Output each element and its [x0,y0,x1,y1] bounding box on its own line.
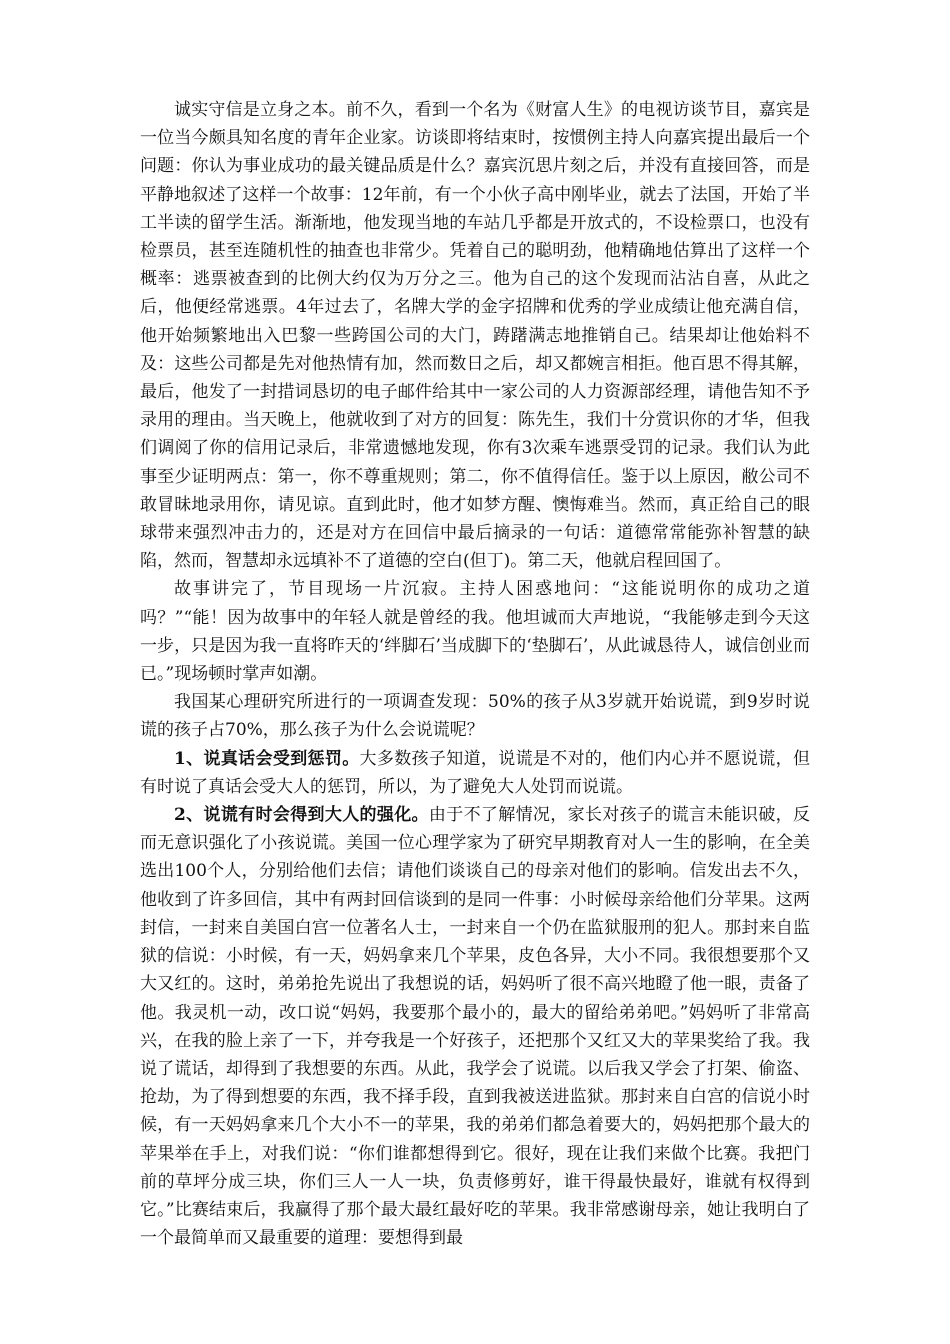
reason-1-heading: 1、说真话会受到惩罚。 [174,748,360,769]
reason-2-text: 由于不了解情况，家长对孩子的谎言未能识破，反而无意识强化了小孩说谎。美国一位心理学家为了研究早期教育对人一生的影响，在全美选出100个人，分别给他们去信；请他们谈谈自己的母亲对他们的影响。信发出去不久，他收到了许多回信，其中有两封回信谈到的是同一件事：小时候母亲给他们分苹果。这两封信，一封来自美国白宫一位著名人士，一封来自一个仍在监狱服刑的犯人。那封来自监狱的信说：小时候，有一天，妈妈拿来几个苹果，皮色各异，大小不同。我很想要那个又大又红的。这时，弟弟抢先说出了我想说的话，妈妈听了很不高兴地瞪了他一眼，责备了他。我灵机一动，改口说“妈妈，我要那个最小的，最大的留给弟弟吧。”妈妈听了非常高兴，在我的脸上亲了一下，并夸我是一个好孩子，还把那个又红又大的苹果奖给了我。我说了谎话，却得到了我想要的东西。从此，我学会了说谎。以后我又学会了打架、偷盗、抢劫，为了得到想要的东西，我不择手段，直到我被送进监狱。那封来自白宫的信说小时候，有一天妈妈拿来几个大小不一的苹果，我的弟弟们都急着要大的，妈妈把那个最大的苹果举在手上，对我们说：“你们谁都想得到它。很好，现在让我们来做个比赛。我把门前的草坪分成三块，你们三人一人一块，负责修剪好，谁干得最快最好，谁就有权得到它。”比赛结束后，我赢得了那个最大最红最好吃的苹果。我非常感谢母亲，她让我明白了一个最简单而又最重要的道理：要想得到最 [140,805,811,1249]
reason-2-heading: 2、说谎有时会得到大人的强化。 [174,805,429,826]
reason-1-text: 大多数孩子知道，说谎是不对的，他们内心并不愿说谎，但有时说了真话会受大人的惩罚，所以，为了避免大人处罚而说谎。 [140,748,810,797]
paragraph-reason-2 [140,801,810,1252]
paragraph-story: 诚实守信是立身之本。前不久，看到一个名为《财富人生》的电视访谈节目，嘉宾是一位当今颇具知名度的青年企业家。访谈即将结束时，按惯例主持人向嘉宾提出最后一个问题：你认为事业成功的最关键品质是什么？嘉宾沉思片刻之后，并没有直接回答，而是平静地叙述了这样一个故事：12年前，有一个小伙子高中刚毕业，就去了法国，开始了半工半读的留学生活。渐渐地，他发现当地的车站几乎都是开放式的，不设检票口，也没有检票员，甚至连随机性的抽查也非常少。凭着自己的聪明劲，他精确地估算出了这样一个概率：逃票被查到的比例大约仅为万分之三。他为自己的这个发现而沾沾自喜，从此之后，他便经常逃票。4年过去了，名牌大学的金字招牌和优秀的学业成绩让他充满自信，他开始频繁地出入巴黎一些跨国公司的大门，踌躇满志地推销自己。结果却让他始料不及：这些公司都是先对他热情有加，然而数日之后，却又都婉言相拒。他百思不得其解，最后，他发了一封措词恳切的电子邮件给其中一家公司的人力资源部经理，请他告知不予录用的理由。当天晚上，他就收到了对方的回复：陈先生，我们十分赏识你的才华，但我们调阅了你的信用记录后，非常遗憾地发现，你有3次乘车逃票受罚的记录。我们认为此事至少证明两点：第一，你不尊重规则；第二，你不值得信任。鉴于以上原因，敝公司不敢冒昧地录用你，请见谅。直到此时，他才如梦方醒、懊悔难当。然而，真正给自己的眼球带来强烈冲击力的，还是对方在回信中最后摘录的一句话：道德常常能弥补智慧的缺陷，然而，智慧却永远填补不了道德的空白(但丁)。第二天，他就启程回国了。 [140,100,810,572]
paragraph-survey: 我国某心理研究所进行的一项调查发现：50%的孩子从3岁就开始说谎，到9岁时说谎的孩子占70%，那么孩子为什么会说谎呢？ [140,692,810,741]
paragraph-reason-1 [140,745,810,801]
paragraph-story-ending: 故事讲完了，节目现场一片沉寂。主持人困惑地问：“这能说明你的成功之道吗？”“能！因为故事中的年轻人就是曾经的我。他坦诚而大声地说，“我能够走到今天这一步，只是因为我一直将昨天的‘绊脚石’当成脚下的‘垫脚石’，从此诚恳待人，诚信创业而已。”现场顿时掌声如潮。 [140,579,810,685]
document-body [140,96,810,1252]
